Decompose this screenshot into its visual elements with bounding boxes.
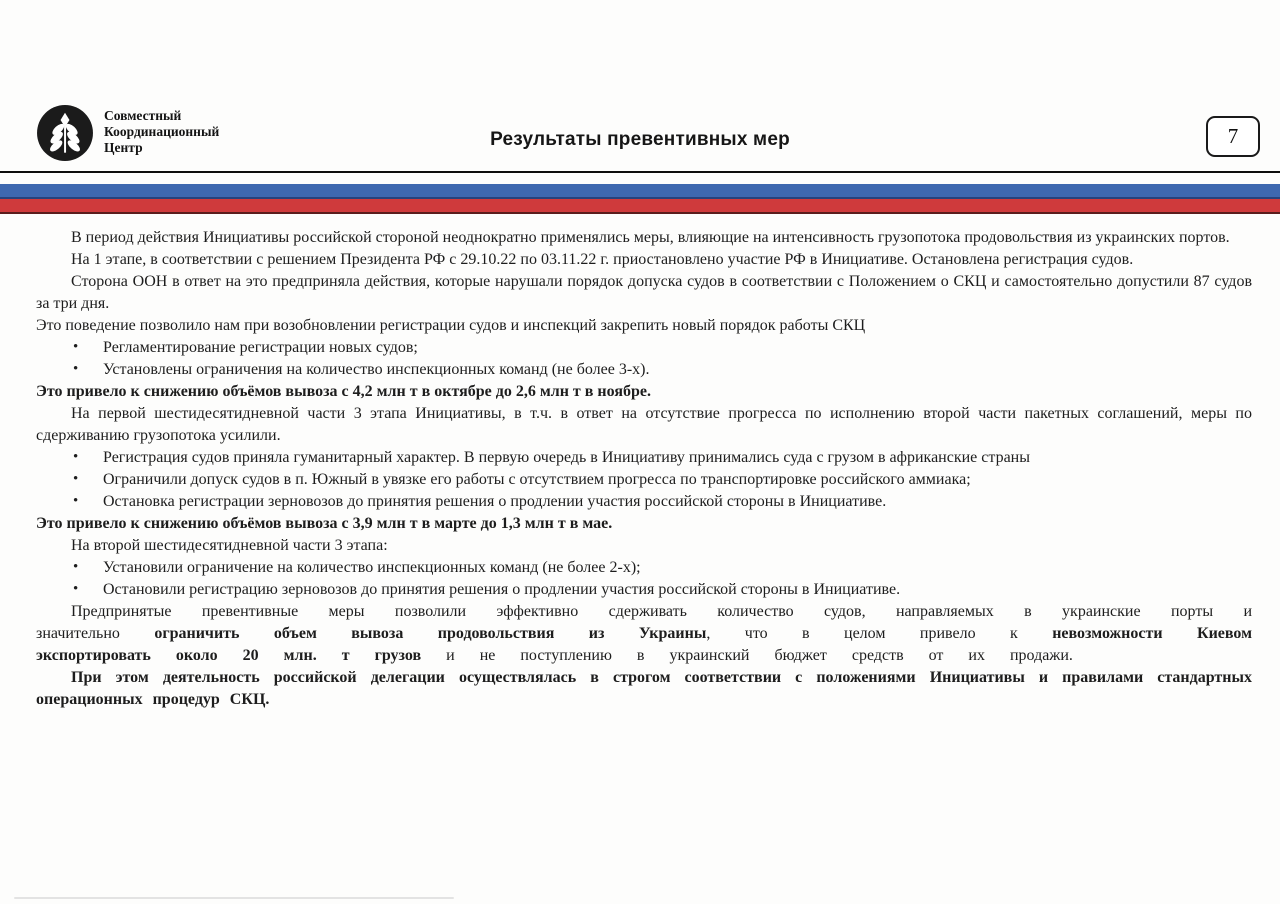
bullet-item	[36, 359, 1252, 381]
paragraph	[36, 227, 1252, 249]
text-segment: и не поступлению в украинский бюджет средств от их продажи.	[421, 647, 1073, 664]
tricolor-band	[0, 171, 1280, 214]
bullet-icon: •	[73, 361, 79, 377]
wheat-icon	[36, 104, 94, 162]
logo-line-1: Совместный	[104, 108, 182, 123]
paragraph	[36, 249, 1252, 271]
bullet-icon: •	[73, 471, 79, 487]
bullet-icon: •	[73, 449, 79, 465]
flag-stripe-blue	[0, 184, 1280, 197]
text-segment: На второй шестидесятидневной части 3 этапа:	[71, 537, 388, 554]
text-segment: Установлены ограничения на количество инспекционных команд (не более 3-х).	[103, 361, 650, 378]
bullet-item	[36, 491, 1252, 513]
text-segment: Остановили регистрацию зерновозов до принятия решения о продлении участия российской стороны в Инициативе.	[103, 581, 901, 598]
bullet-item	[36, 579, 1252, 601]
text-segment: Ограничили допуск судов в п. Южный в увязке его работы с отсутствием прогресса по транспортировке российского аммиака;	[103, 471, 971, 488]
text-segment: Это привело к снижению объёмов вывоза с 3,9 млн т в марте до 1,3 млн т в мае.	[36, 515, 613, 532]
text-segment: Сторона ООН в ответ на это предприняла действия, которые нарушали порядок допуска судов в соответствии с Положением о СКЦ и самостоятельно допустили 87 судов за три дня.	[36, 273, 1252, 312]
text-segment: На первой шестидесятидневной части 3 этапа Инициативы, в т.ч. в ответ на отсутствие прогресса по исполнению второй части пакетных соглашений, меры по сдерживанию грузопотока усилили.	[36, 405, 1252, 444]
text-segment: Это привело к снижению объёмов вывоза с 4,2 млн т в октябре до 2,6 млн т в ноябре.	[36, 383, 651, 400]
page-number: 7	[1227, 124, 1239, 148]
text-segment: На 1 этапе, в соответствии с решением Президента РФ с 29.10.22 по 03.11.22 г. приостановлено участие РФ в Инициативе. Остановлена регистрация судов.	[71, 251, 1134, 268]
bullet-item	[36, 447, 1252, 469]
bullet-icon: •	[73, 493, 79, 509]
text-segment: Предпринятые превентивные меры позволили эффективно сдерживать количество судов, направляемых в украинские порты и значительно	[36, 603, 1252, 642]
text-segment: Это поведение позволило нам при возобновлении регистрации судов и инспекций закрепить новый порядок работы СКЦ	[36, 317, 866, 334]
paragraph	[36, 271, 1252, 315]
paragraph	[36, 381, 1252, 403]
bullet-icon: •	[73, 559, 79, 575]
paragraph	[36, 535, 1252, 557]
page-title: Результаты превентивных мер	[490, 129, 790, 150]
bullet-item	[36, 557, 1252, 579]
paragraph	[36, 403, 1252, 447]
text-segment: Регистрация судов приняла гуманитарный характер. В первую очередь в Инициативу принимались суда с грузом в африканские страны	[103, 449, 1030, 466]
paragraph	[36, 315, 1252, 337]
page-number-badge	[1206, 116, 1260, 157]
text-segment: Остановка регистрации зерновозов до принятия решения о продлении участия российской стороны в Инициативе.	[103, 493, 887, 510]
bullet-item	[36, 337, 1252, 359]
text-segment: Регламентирование регистрации новых судов;	[103, 339, 418, 356]
text-segment: ограничить объем вывоза продовольствия из Украины	[154, 625, 707, 642]
paragraph	[36, 513, 1252, 535]
text-segment: В период действия Инициативы российской стороной неоднократно применялись меры, влияющие на интенсивность грузопотока продовольствия из украинских портов.	[71, 229, 1230, 246]
bullet-icon: •	[73, 581, 79, 597]
paragraph	[36, 601, 1252, 667]
body-text	[36, 227, 1252, 711]
logo-line-3: Центр	[104, 140, 143, 155]
text-segment: Установили ограничение на количество инспекционных команд (не более 2-х);	[103, 559, 641, 576]
bullet-item	[36, 469, 1252, 491]
bullet-icon: •	[73, 339, 79, 355]
scan-artifact	[14, 897, 454, 899]
flag-stripe-red	[0, 199, 1280, 214]
logo-line-2: Координационный	[104, 124, 220, 139]
text-segment: При этом деятельность российской делегации осуществлялась в строгом соответствии с положениями Инициативы и правилами стандартных операционных процедур СКЦ.	[36, 669, 1252, 708]
paragraph	[36, 667, 1252, 711]
text-segment: , что в целом привело к	[706, 625, 1053, 642]
text-segment: невозможности Киевом экспортировать около 20 млн. т грузов	[36, 625, 1253, 664]
flag-stripe-white	[0, 173, 1280, 184]
